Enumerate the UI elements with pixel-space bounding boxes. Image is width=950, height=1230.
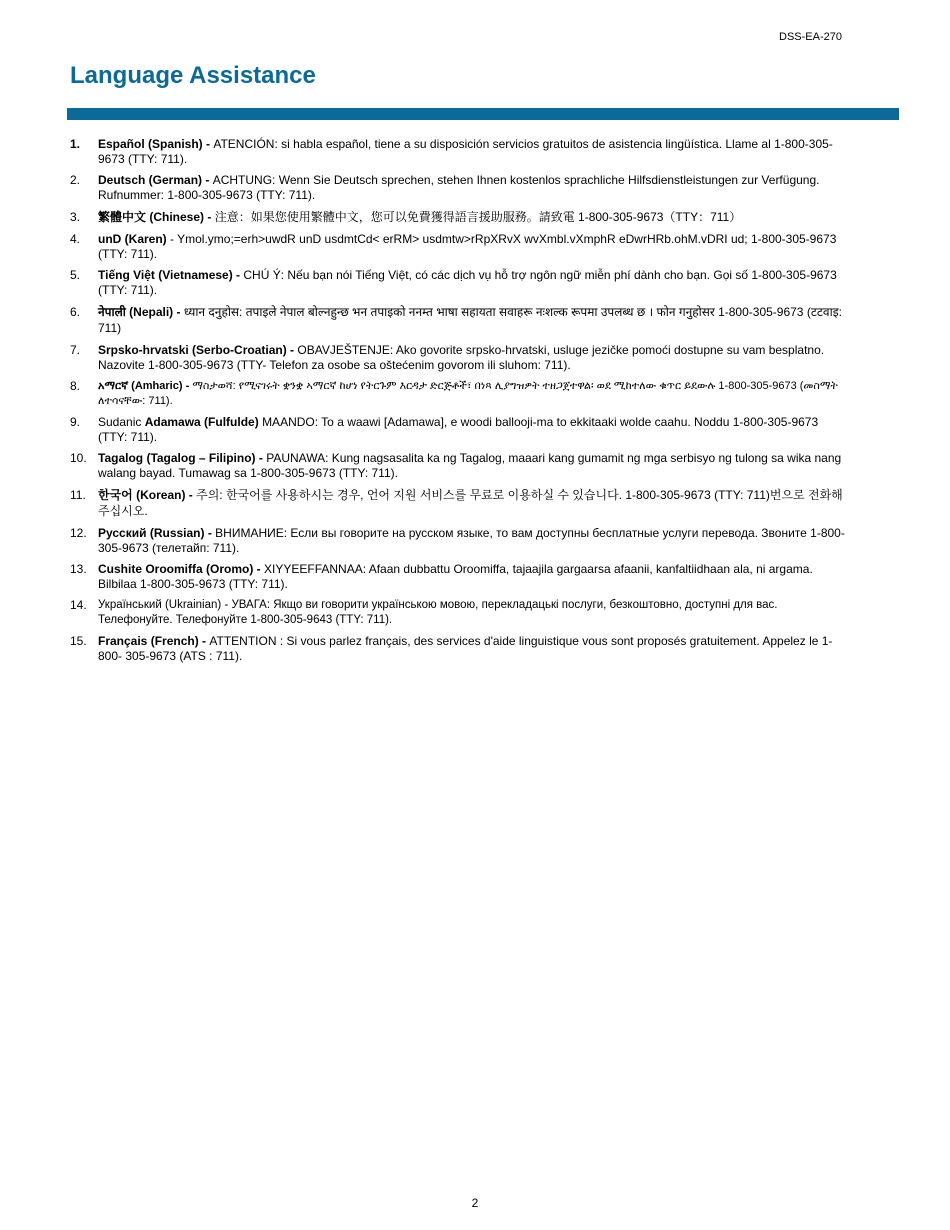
page-title: Language Assistance — [70, 62, 316, 89]
separator: - — [202, 137, 214, 151]
notice-text: ध्यान दनुहोस: तपाइले नेपाल बोल्नहुन्छ भन तपाइको ननम्त भाषा सहायता सवाहरू नःशल्क रूपमा उपलब्ध छ । फोन गनुहोसर 1-800-305-9673 (टटवाइ: 711) — [98, 305, 842, 335]
item-number: 12. — [70, 526, 87, 540]
notice-text: ATTENTION : Si vous parlez français, des services d'aide linguistique vous sont proposés gratuitement. Appelez le 1-800- 305-9673 (ATS : 711). — [98, 634, 833, 663]
language-name: Cushite Oroomiffa (Oromo) — [98, 562, 254, 576]
list-item-nepali — [70, 304, 890, 336]
separator: - — [173, 305, 184, 319]
separator: - — [204, 526, 216, 540]
item-body — [98, 415, 890, 444]
language-prefix: Sudanic — [98, 415, 145, 429]
item-number: 9. — [70, 415, 81, 429]
item-body — [98, 268, 890, 297]
item-body — [98, 343, 890, 372]
page-number: 2 — [471, 1196, 479, 1210]
item-number: 7. — [70, 343, 81, 357]
list-item-serbo-croatian — [70, 343, 890, 372]
notice-text: CHÚ Ý: Nếu bạn nói Tiếng Việt, có các dịch vụ hỗ trợ ngôn ngữ miễn phí dành cho bạn. Gọi số 1-800-305-9673 (TTY: 711). — [98, 268, 837, 297]
list-item-oromo — [70, 562, 890, 591]
separator: - — [253, 562, 265, 576]
language-name: Русский (Russian) — [98, 526, 205, 540]
item-number: 5. — [70, 268, 81, 282]
separator: - — [202, 173, 213, 187]
list-item-karen — [70, 232, 890, 261]
item-number: 4. — [70, 232, 81, 246]
item-body — [98, 487, 890, 519]
item-body — [98, 209, 890, 225]
title-divider-bar — [67, 108, 899, 120]
separator: - — [255, 451, 267, 465]
list-item-amharic — [70, 379, 890, 408]
list-item-vietnamese — [70, 268, 890, 297]
item-body — [98, 526, 890, 555]
item-number: 10. — [70, 451, 87, 465]
list-item-russian — [70, 526, 890, 555]
language-name: नेपाली (Nepali) — [98, 305, 174, 319]
item-number: 8. — [70, 379, 81, 393]
separator: - — [221, 599, 232, 611]
language-name: Adamawa (Fulfulde) — [144, 415, 259, 429]
separator: - — [166, 232, 178, 246]
notice-text: ATENCIÓN: si habla español, tiene a su disposición servicios gratuitos de asistencia lingüística. Llame al 1-800-305- 9673 (TTY: 711). — [98, 137, 833, 166]
language-name: unD (Karen) — [98, 232, 167, 246]
item-body — [98, 304, 890, 336]
item-number: 2. — [70, 173, 81, 187]
item-number: 14. — [70, 598, 87, 612]
language-name: Français (French) — [98, 634, 199, 648]
item-number: 1. — [70, 137, 81, 151]
language-name: Tagalog (Tagalog – Filipino) — [98, 451, 256, 465]
list-item-korean — [70, 487, 890, 519]
item-body — [98, 562, 890, 591]
notice-text: ማስታወሻ: የሚናገሩት ቋንቋ ኣማርኛ ከሆነ የትርጉም እርዳታ ድርጅቶች፣ በነጻ ሊያግዝዎት ተዘጋጀተዋል፡ ወደ ሚከተለው ቁጥር ይደውሉ 1-800-305-9673 (መስማት ለተሳናቸው: 711). — [98, 380, 838, 407]
language-name: Deutsch (German) — [98, 173, 203, 187]
list-item-french — [70, 634, 890, 663]
notice-text: 주의: 한국어를 사용하시는 경우, 언어 지원 서비스를 무료로 이용하실 수 있습니다. 1-800-305-9673 (TTY: 711)번으로 전화해 주십시오. — [98, 488, 843, 518]
list-item-tagalog — [70, 451, 890, 480]
separator: - — [286, 343, 298, 357]
item-body — [98, 598, 890, 627]
language-name: አማርኛ (Amharic) — [98, 380, 183, 392]
notice-text: ВНИМАНИЕ: Если вы говорите на русском языке, то вам доступны бесплатные услуги перевода. Звоните 1-800- 305-9673 (телетайп: 711). — [98, 526, 845, 555]
separator: - — [185, 488, 197, 502]
item-body — [98, 451, 890, 480]
separator: - — [204, 210, 215, 224]
language-name: Український (Ukrainian) — [98, 599, 222, 611]
document-code: DSS-EA-270 — [779, 31, 842, 43]
list-item-german — [70, 173, 890, 202]
item-number: 6. — [70, 305, 81, 319]
item-body — [98, 379, 890, 408]
notice-text: PAUNAWA: Kung nagsasalita ka ng Tagalog, maaari kang gumamit ng mga serbisyo ng tulong sa wika nang walang bayad. Tumawag sa 1-800-305-9673 (TTY: 711). — [98, 451, 842, 480]
language-name: 繁體中文 (Chinese) — [98, 210, 205, 224]
item-number: 13. — [70, 562, 87, 576]
notice-text: 注意：如果您使用繁體中文，您可以免費獲得語言援助服務。請致電 1-800-305-9673（TTY：711） — [214, 210, 742, 224]
notice-text: OBAVJEŠTENJE: Ako govorite srpsko-hrvatski, usluge jezičke pomoći dostupne su vam besplatno. Nazovite 1-800-305-9673 (TTY- Telefon za osobe sa oštećenim govorom ili sluhom: 711). — [98, 343, 825, 372]
language-name: Español (Spanish) — [98, 137, 203, 151]
notice-text: MAANDO: To a waawi [Adamawa], e woodi ballooji-ma to ekkitaaki wolde caahu. Noddu 1-800-305-9673 (TTY: 711). — [98, 415, 819, 444]
list-item-spanish — [70, 137, 890, 166]
item-number: 3. — [70, 210, 81, 224]
separator: - — [198, 634, 210, 648]
language-list — [70, 137, 890, 670]
language-name: Srpsko-hrvatski (Serbo-Croatian) — [98, 343, 287, 357]
separator: - — [232, 268, 244, 282]
item-body — [98, 137, 890, 166]
list-item-chinese — [70, 209, 890, 225]
notice-text: XIYYEEFFANNAA: Afaan dubbattu Oroomiffa, tajaajila gargaarsa afaanii, kanfaltiidhaan ala, ni argama. Bilbilaa 1-800-305-9673 (TTY: 711). — [98, 562, 813, 591]
list-item-fulfulde — [70, 415, 890, 444]
notice-text: УВАГА: Якщо ви говорити українською мовою, перекладацькі послуги, безкоштовно, доступні для вас. Телефонуйте. Телефонуйте 1-800-305-9643 (TTY: 711). — [98, 599, 778, 626]
notice-text: ACHTUNG: Wenn Sie Deutsch sprechen, stehen Ihnen kostenlos sprachliche Hilfsdienstleistungen zur Verfügung. Rufnummer: 1-800-305-9673 (TTY: 711). — [98, 173, 820, 202]
item-body — [98, 232, 890, 261]
language-name: Tiếng Việt (Vietnamese) — [98, 268, 233, 282]
language-name: 한국어 (Korean) — [98, 488, 186, 502]
item-number: 11. — [70, 488, 86, 502]
item-body — [98, 173, 890, 202]
item-body — [98, 634, 890, 663]
item-number: 15. — [70, 634, 87, 648]
notice-text: Ymol.ymo;=erh>uwdR unD usdmtCd< erRM> usdmtw>rRpXRvX wvXmbl.vXmphR eDwrHRb.ohM.vDRI ud; 1-800-305-9673 (TTY: 711). — [98, 232, 837, 261]
list-item-ukrainian — [70, 598, 890, 627]
separator: - — [182, 380, 193, 392]
